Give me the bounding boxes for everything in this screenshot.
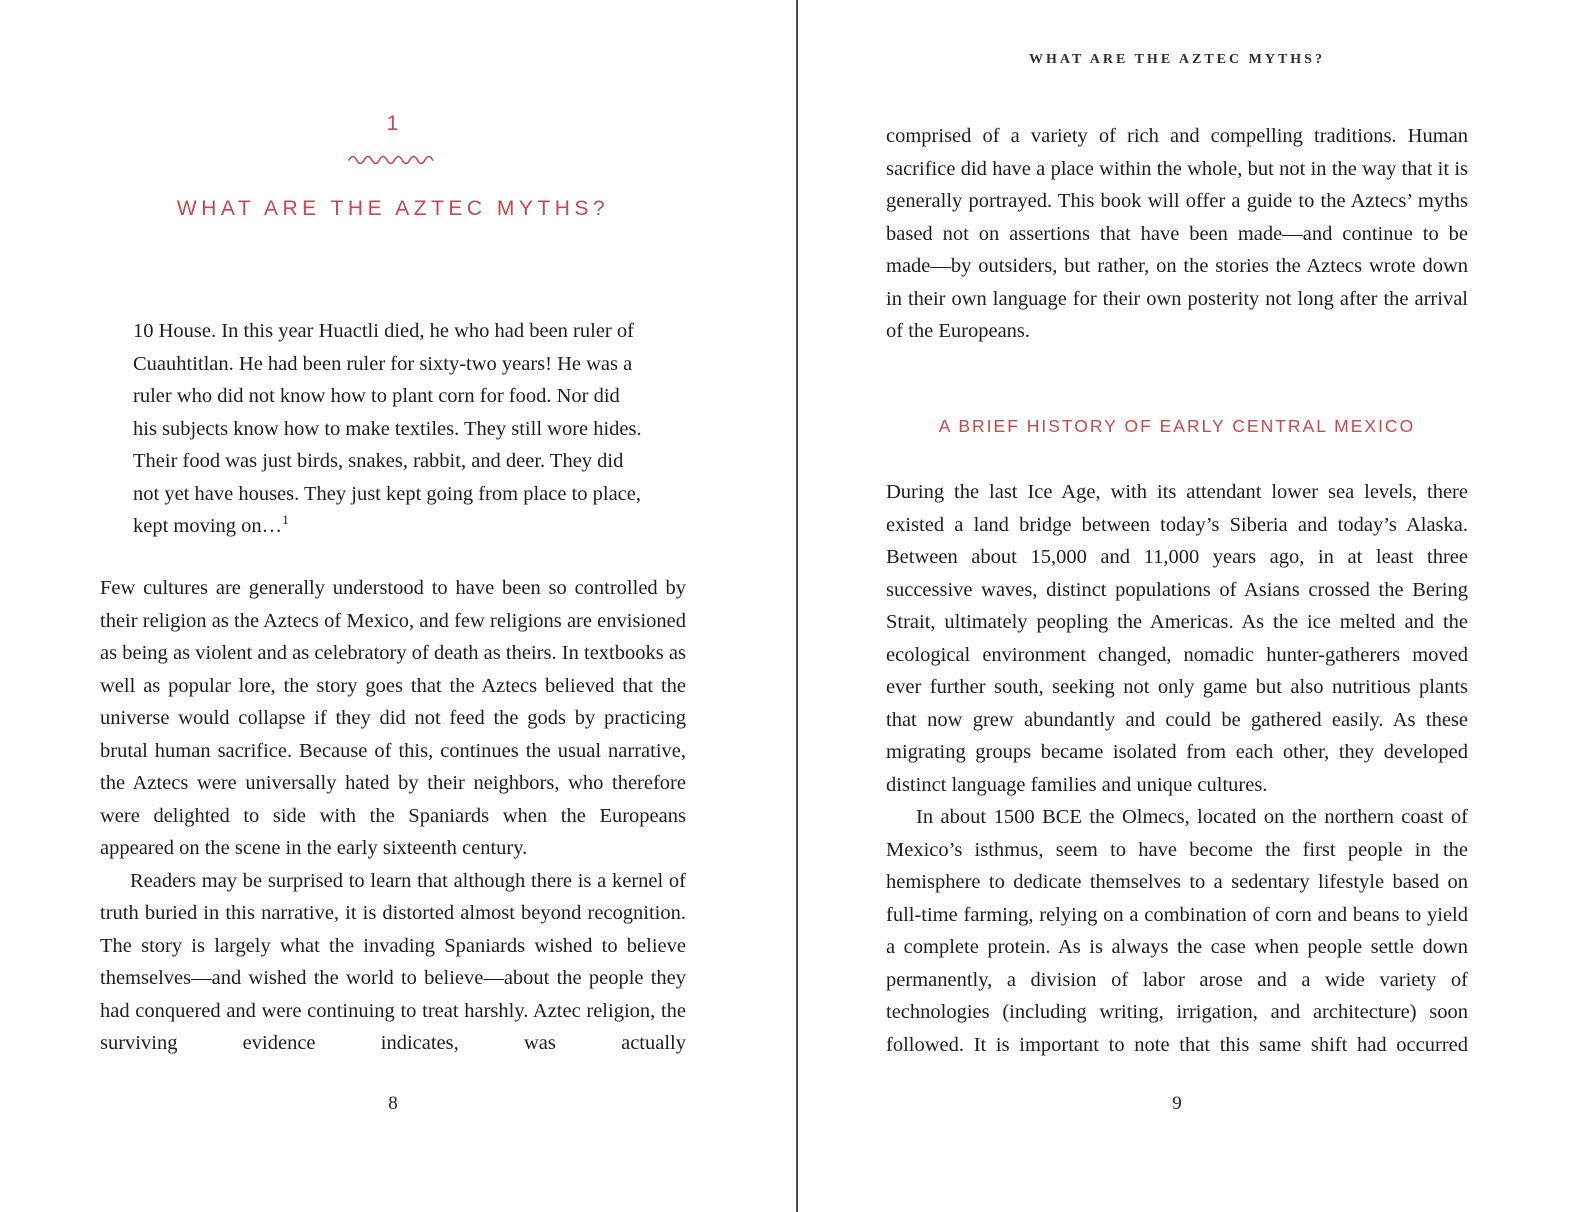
section-heading: A BRIEF HISTORY OF EARLY CENTRAL MEXICO [938, 416, 1416, 436]
quote-text: 10 House. In this year Huactli died, he who had been ruler of Cuauhtitlan. He had been ruler for sixty-two years! He was a ruler who did not know how to plant corn for food. Nor did his subjects know how to make textiles. They still wore hides. Their food was just birds, snakes, rabbit, and deer. They did not yet have houses. They just kept going from place to place, kept moving on… [133, 320, 642, 537]
wavy-line-icon [347, 153, 439, 165]
body-paragraph: During the last Ice Age, with its attendant lower sea levels, there existed a land bridge between today’s Siberia and today’s Alaska. Between about 15,000 and 11,000 years ago, in at least three successive waves, distinct populations of Asians crossed the Bering Strait, ultimately peopling the Americas. As the ice melted and the ecological environment changed, nomadic hunter-gatherers moved ever further south, seeking not only game but also nutritious plants that now grew abundantly and could be gathered easily. As these migrating groups became isolated from each other, they developed distinct language families and unique cultures. [886, 481, 1468, 796]
footnote-marker: 1 [282, 512, 289, 528]
body-paragraph: In about 1500 BCE the Olmecs, located on the northern coast of Mexico’s isthmus, seem to have become the first people in the hemisphere to dedicate themselves to a sedentary lifestyle based on full-time farming, relying on a combination of corn and beans to yield a complete protein. As is always the case when people settle down permanently, a division of labor arose and a wide variety of technologies (including writing, irrigation, and architecture) soon followed. It is important to note that this same shift had occurred [886, 806, 1468, 1056]
left-page [100, 0, 686, 1212]
running-header: WHAT ARE THE AZTEC MYTHS? [1029, 52, 1325, 67]
chapter-ornament [100, 152, 686, 170]
page-number-right: 9 [1172, 1093, 1182, 1114]
left-page-body [100, 572, 686, 1060]
right-page-body [886, 476, 1468, 1061]
chapter-number: 1 [386, 112, 400, 135]
body-paragraph: comprised of a variety of rich and compelling traditions. Human sacrifice did have a place within the whole, but not in the way that it is generally portrayed. This book will offer a guide to the Aztecs’ myths based not on assertions that have been made—and continue to be made—by outsiders, but rather, on the stories the Aztecs wrote down in their own language for their own posterity not long after the arrival of the Europeans. [886, 125, 1468, 342]
page-gutter-divider [796, 0, 798, 1212]
body-paragraph: Readers may be surprised to learn that although there is a kernel of truth buried in this narrative, it is distorted almost beyond recognition. The story is largely what the invading Spaniards wished to believe themselves—and wished the world to believe—about the people they had conquered and were continuing to treat harshly. Aztec religion, the surviving evidence indicates, was actually [100, 869, 686, 1054]
right-page-intro [886, 120, 1468, 348]
page-number-left: 8 [388, 1093, 398, 1114]
right-page [886, 0, 1468, 1212]
epigraph-quote [133, 315, 645, 543]
chapter-title: WHAT ARE THE AZTEC MYTHS? [176, 197, 610, 220]
body-paragraph: Few cultures are generally understood to have been so controlled by their religion as the Aztecs of Mexico, and few religions are envisioned as being as violent and as celebratory of death as theirs. In textbooks as well as popular lore, the story goes that the Aztecs believed that the universe would collapse if they did not feed the gods by practicing brutal human sacrifice. Because of this, continues the usual narrative, the Aztecs were universally hated by their neighbors, who therefore were delighted to side with the Spaniards when the Europeans appeared on the scene in the early sixteenth century. [100, 577, 686, 859]
